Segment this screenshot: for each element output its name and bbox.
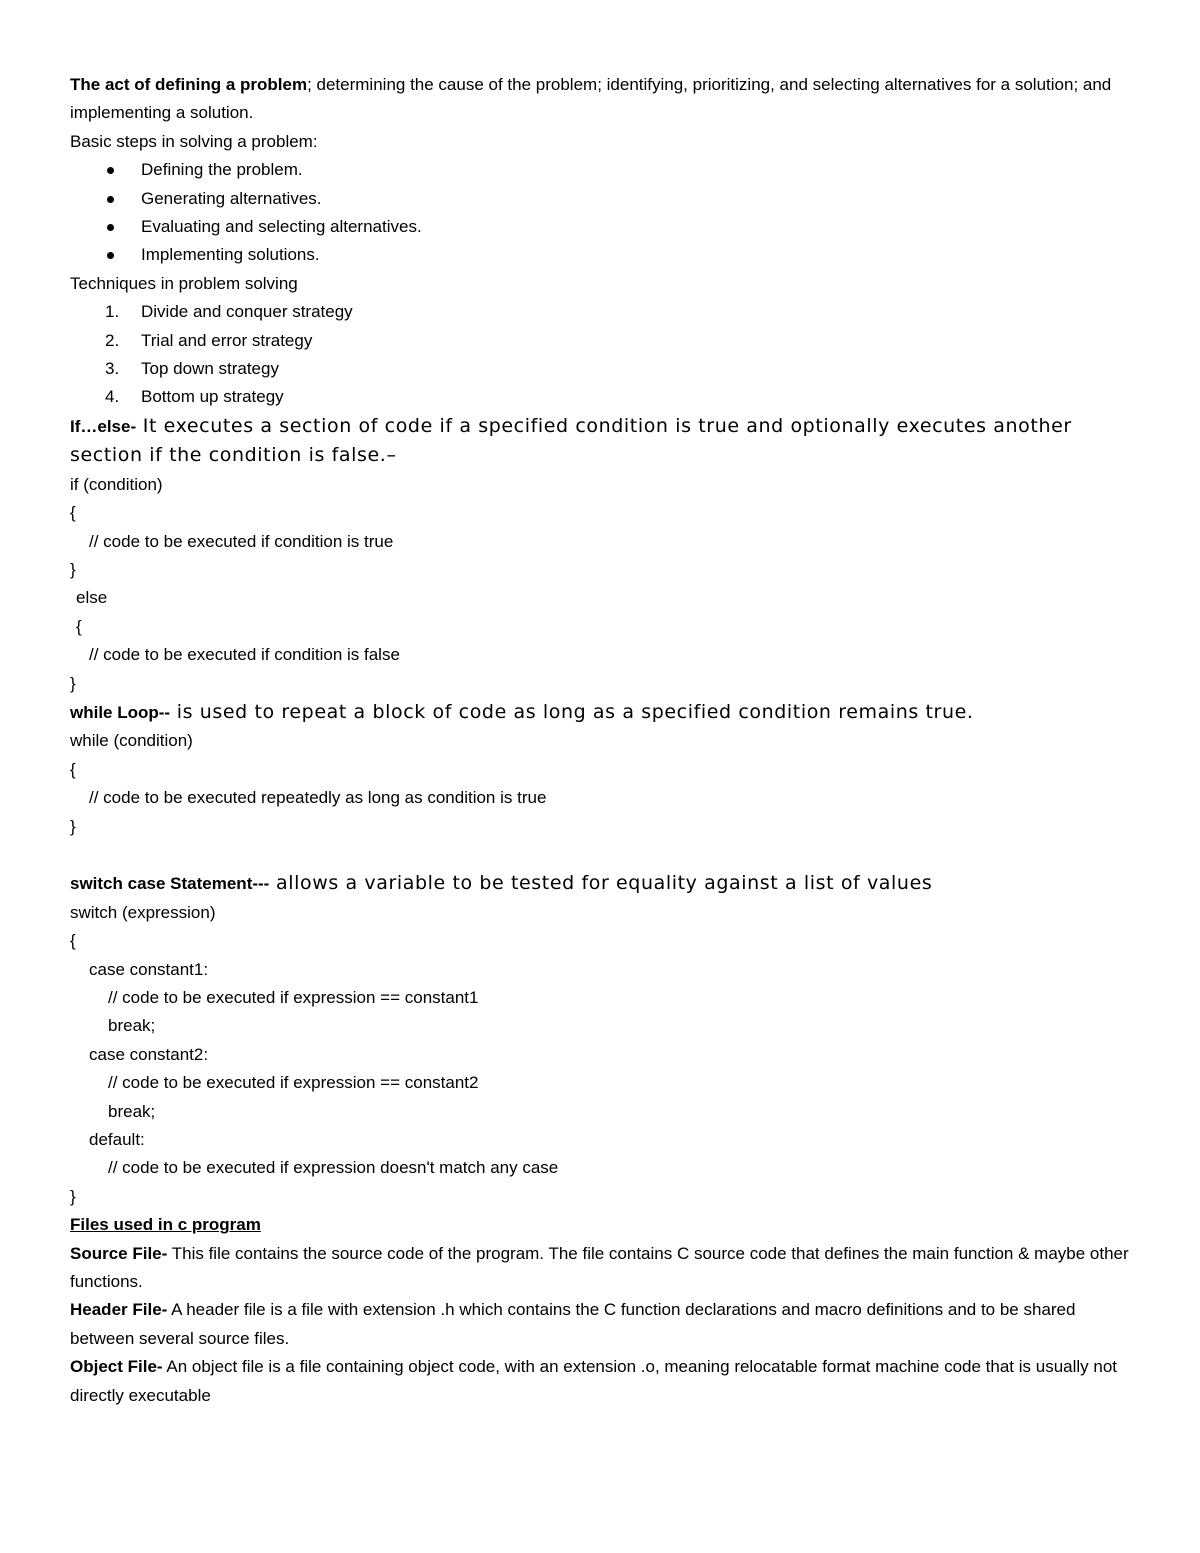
header-file-text: A header file is a file with extension .h which contains the C function declarations and macro definitions and to be shared between several source files. bbox=[70, 1300, 1081, 1348]
code-line: } bbox=[70, 1186, 76, 1206]
code-line: { bbox=[70, 759, 76, 779]
list-item: Defining the problem. bbox=[141, 156, 1140, 184]
list-item bbox=[105, 355, 1140, 383]
object-file-paragraph bbox=[70, 1353, 1140, 1410]
techniques-title: Techniques in problem solving bbox=[70, 273, 298, 293]
list-item-label: Bottom up strategy bbox=[141, 387, 284, 407]
list-item bbox=[105, 298, 1140, 326]
code-line: else bbox=[76, 588, 108, 608]
switch-case-section bbox=[70, 869, 1140, 898]
intro-paragraph bbox=[70, 71, 1140, 128]
list-item-label: Divide and conquer strategy bbox=[141, 302, 353, 322]
switch-case-heading: switch case Statement--- bbox=[70, 874, 270, 894]
list-number: 4. bbox=[105, 387, 120, 407]
code-line: } bbox=[70, 673, 76, 693]
list-number: 1. bbox=[105, 302, 120, 322]
list-item-label: Trial and error strategy bbox=[141, 330, 313, 350]
header-file-label: Header File- bbox=[70, 1300, 168, 1320]
code-line: case constant1: bbox=[89, 959, 209, 979]
list-number: 3. bbox=[105, 359, 120, 379]
if-else-description: It executes a section of code if a specified condition is true and optionally executes another section if the condition is false.– bbox=[70, 414, 1079, 467]
code-line: default: bbox=[89, 1130, 145, 1150]
code-line: switch (expression) bbox=[70, 902, 216, 922]
code-line: } bbox=[70, 816, 76, 836]
document-body bbox=[70, 71, 1140, 1410]
basic-steps-title: Basic steps in solving a problem: bbox=[70, 131, 318, 151]
code-line: case constant2: bbox=[89, 1044, 209, 1064]
code-line: while (condition) bbox=[70, 731, 193, 751]
intro-heading: The act of defining a problem bbox=[70, 75, 308, 94]
code-line: // code to be executed if expression == constant1 bbox=[108, 987, 479, 1007]
code-line: // code to be executed if expression doesn't match any case bbox=[108, 1158, 559, 1178]
switch-case-code-block bbox=[70, 899, 1140, 1211]
spacer bbox=[70, 841, 1140, 869]
list-item bbox=[105, 327, 1140, 355]
list-item: Generating alternatives. bbox=[141, 185, 1140, 213]
code-line: if (condition) bbox=[70, 474, 163, 494]
code-line: } bbox=[70, 559, 76, 579]
list-item: Evaluating and selecting alternatives. bbox=[141, 213, 1140, 241]
while-loop-description: is used to repeat a block of code as long as a specified condition remains true. bbox=[170, 700, 974, 723]
code-line: // code to be executed if expression == constant2 bbox=[108, 1073, 479, 1093]
header-file-paragraph bbox=[70, 1296, 1140, 1353]
while-loop-heading: while Loop-- bbox=[70, 702, 171, 722]
code-line: { bbox=[70, 931, 76, 951]
code-line: break; bbox=[108, 1016, 156, 1036]
basic-steps-list bbox=[70, 156, 1140, 270]
list-item-label: Top down strategy bbox=[141, 359, 279, 379]
code-line: { bbox=[70, 503, 76, 523]
files-heading: Files used in c program bbox=[70, 1215, 261, 1235]
switch-case-description: allows a variable to be tested for equality against a list of values bbox=[269, 872, 933, 895]
if-else-heading: If…else- bbox=[70, 416, 137, 436]
techniques-list bbox=[70, 298, 1140, 412]
source-file-paragraph bbox=[70, 1240, 1140, 1297]
code-line: // code to be executed if condition is false bbox=[89, 645, 400, 665]
source-file-text: This file contains the source code of the program. The file contains C source code that defines the main function & maybe other functions. bbox=[70, 1243, 1134, 1292]
list-item: Implementing solutions. bbox=[141, 241, 1140, 269]
code-line: // code to be executed repeatedly as long as condition is true bbox=[89, 788, 547, 808]
object-file-text: An object file is a file containing object code, with an extension .o, meaning relocatable format machine code that is usually not directly executable bbox=[70, 1357, 1122, 1405]
code-line: { bbox=[76, 616, 82, 636]
if-else-code-block bbox=[70, 471, 1140, 698]
while-loop-code-block bbox=[70, 727, 1140, 841]
intro-text: ; determining the cause of the problem; identifying, prioritizing, and selecting alternatives for a solution; and implementing a solution. bbox=[70, 75, 1116, 123]
code-line: break; bbox=[108, 1101, 156, 1121]
code-line: // code to be executed if condition is true bbox=[89, 531, 394, 551]
source-file-label: Source File- bbox=[70, 1243, 168, 1263]
if-else-section bbox=[70, 412, 1140, 471]
list-item bbox=[105, 383, 1140, 411]
while-loop-section bbox=[70, 698, 1140, 727]
object-file-label: Object File- bbox=[70, 1357, 163, 1377]
list-number: 2. bbox=[105, 330, 120, 350]
